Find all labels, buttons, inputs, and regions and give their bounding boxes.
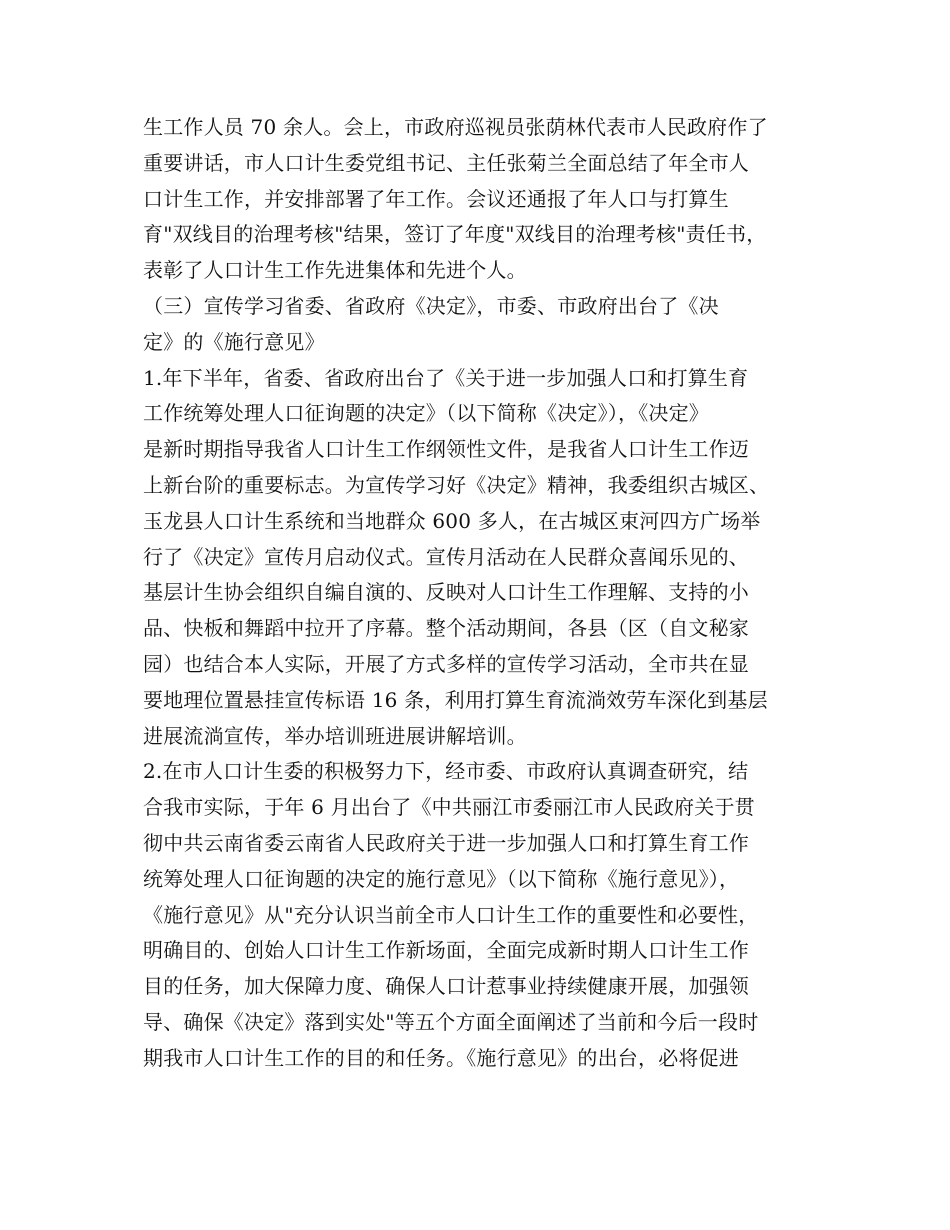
text-line: 重要讲话，市人口计生委党组书记、主任张菊兰全面总结了年全市人	[143, 150, 749, 175]
body-text	[143, 110, 813, 1077]
text-line: 工作统筹处理人口征询题的决定》（以下简称《决定》），《决定》	[143, 401, 709, 426]
text-line: 是新时期指导我省人口计生工作纲领性文件，是我省人口计生工作迈	[143, 437, 749, 462]
text-line: 育"双线目的治理考核"结果，签订了年度"双线目的治理考核"责任书，	[143, 222, 767, 247]
text-line: 1.年下半年，省委、省政府出台了《关于进一步加强人口和打算生育	[143, 365, 749, 390]
text-line: 基层计生协会组织自编自演的、反映对人口计生工作理解、支持的小	[143, 580, 749, 605]
section-heading-line: （三）宣传学习省委、省政府《决定》，市委、市政府出台了《决	[143, 293, 719, 318]
text-line: 表彰了人口计生工作先进集体和先进个人。	[143, 258, 527, 283]
text-line: 目的任务，加大保障力度、确保人口计惹事业持续健康开展，加强领	[143, 974, 749, 999]
text-line: 《施行意见》从"充分认识当前全市人口计生工作的重要性和必要性，	[143, 902, 759, 927]
text-line: 行了《决定》宣传月启动仪式。宣传月活动在人民群众喜闻乐见的、	[143, 544, 749, 569]
text-line: 进展流淌宣传，举办培训班进展讲解培训。	[143, 723, 527, 748]
text-line: 生工作人员 70 余人。会上，市政府巡视员张荫林代表市人民政府作了	[143, 115, 768, 139]
section-heading-line: 定》的《施行意见》	[143, 329, 325, 354]
text-line: 玉龙县人口计生系统和当地群众 600 多人，在古城区束河四方广场举	[143, 508, 761, 533]
text-line: 期我市人口计生工作的目的和任务。《施行意见》的出台，必将促进	[143, 1045, 739, 1070]
text-line: 导、确保《决定》落到实处"等五个方面全面阐述了当前和今后一段时	[143, 1009, 759, 1034]
text-line: 彻中共云南省委云南省人民政府关于进一步加强人口和打算生育工作	[143, 830, 749, 855]
text-line: 2.在市人口计生委的积极努力下，经市委、市政府认真调查研究，结	[143, 759, 749, 784]
text-line: 合我市实际，于年 6 月出台了《中共丽江市委丽江市人民政府关于贯	[143, 795, 755, 820]
text-line: 品、快板和舞蹈中拉开了序幕。整个活动期间，各县（区（自文秘家	[143, 616, 749, 641]
text-line: 上新台阶的重要标志。为宣传学习好《决定》精神，我委组织古城区、	[143, 472, 770, 497]
text-line: 园）也结合本人实际，开展了方式多样的宣传学习活动，全市共在显	[143, 651, 749, 676]
text-line: 明确目的、创始人口计生工作新场面，全面完成新时期人口计生工作	[143, 938, 749, 963]
text-line: 统筹处理人口征询题的决定的施行意见》（以下简称《施行意见》），	[143, 866, 740, 891]
text-line: 口计生工作，并安排部署了年工作。会议还通报了年人口与打算生	[143, 186, 729, 211]
text-line: 要地理位置悬挂宣传标语 16 条，利用打算生育流淌效劳车深化到基层	[143, 687, 768, 712]
